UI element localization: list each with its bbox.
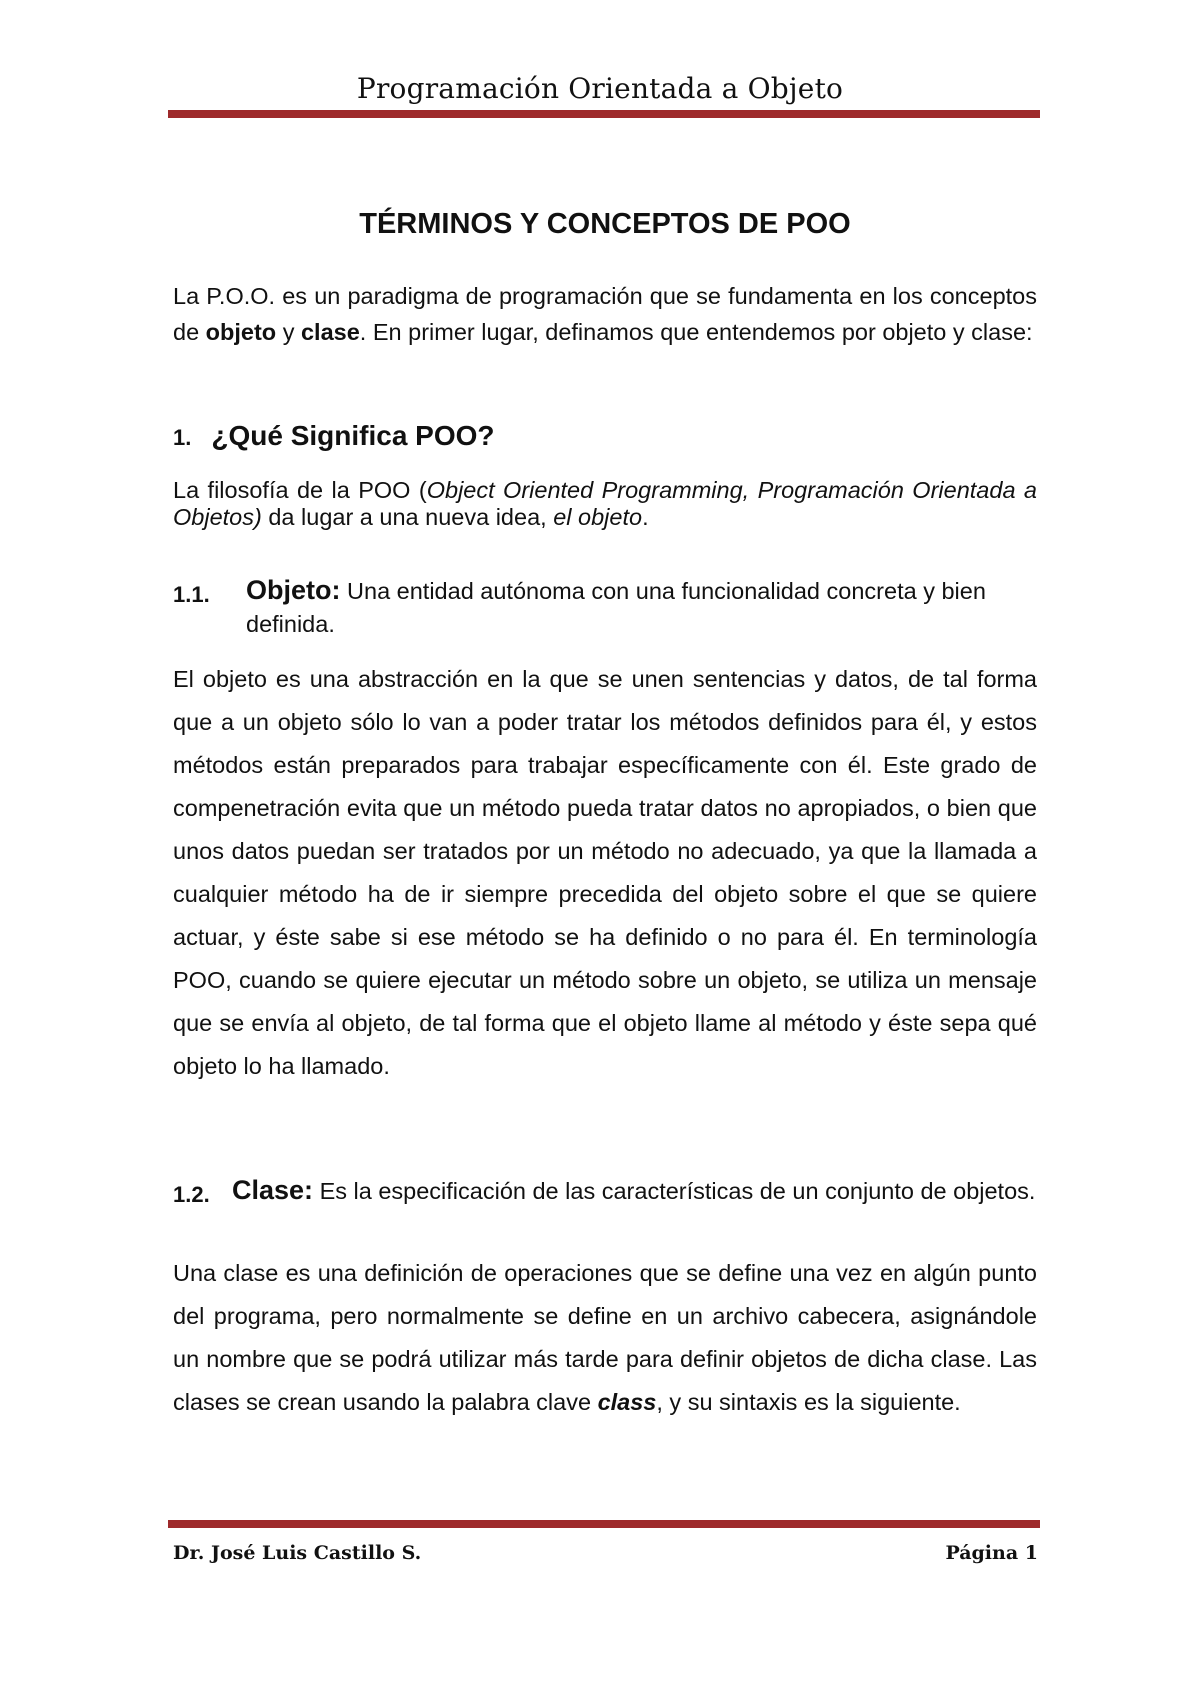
philosophy-text-2: da lugar a una nueva idea, xyxy=(261,504,554,530)
footer-author: Dr. José Luis Castillo S. xyxy=(173,1542,422,1564)
subsection-clase-body xyxy=(232,1174,1037,1208)
section-1-title: ¿Qué Significa POO? xyxy=(211,420,495,451)
philosophy-paragraph xyxy=(173,477,1037,531)
intro-paragraph xyxy=(173,278,1037,350)
subsection-objeto-body xyxy=(246,574,1037,641)
running-header: Programación Orientada a Objeto xyxy=(356,72,844,105)
subsection-clase xyxy=(173,1174,1037,1208)
subsection-clase-term: Clase: xyxy=(232,1175,314,1205)
subsection-clase-number: 1.2. xyxy=(173,1182,210,1207)
intro-term-clase: clase xyxy=(300,319,360,345)
objeto-paragraph: El objeto es una abstracción en la que se unen sentencias y datos, de tal forma que a un objeto sólo lo van a poder tratar los métodos definidos para él, y estos métodos están preparados para trabajar específicamente con él. Este grado de compenetración evita que un método pueda tratar datos no apropiados, o bien que unos datos puedan ser tratados por un método no adecuado, ya que la llamada a cualquier método ha de ir siempre precedida del objeto sobre el que se quiere actuar, y éste sabe si ese método se ha definido o no para él. En terminología POO, cuando se quiere ejecutar un método sobre un objeto, se utiliza un mensaje que se envía al objeto, de tal forma que el objeto llame al método y éste sepa qué objeto lo ha llamado. xyxy=(173,666,1037,1079)
clase-text-1: Una clase es una definición de operaciones que se define una vez en algún punto del programa, pero normalmente se define en un archivo cabecera, asignándole un nombre que se podrá utilizar más tarde para definir objetos de dicha clase. Las clases se crean usando la palabra clave xyxy=(173,1260,1037,1415)
footer-page-number: Página 1 xyxy=(945,1542,1038,1564)
philosophy-text-3: . xyxy=(642,504,649,530)
subsection-objeto-term: Objeto: xyxy=(246,575,341,605)
subsection-objeto xyxy=(173,574,1037,641)
page-title: TÉRMINOS Y CONCEPTOS DE POO xyxy=(359,208,851,240)
intro-text-3: . En primer lugar, definamos que entendemos por objeto y clase: xyxy=(359,319,1033,345)
subsection-objeto-definition: Una entidad autónoma con una funcionalidad concreta y bien definida. xyxy=(246,578,986,637)
header-rule xyxy=(168,110,1040,118)
intro-term-objeto: objeto xyxy=(205,319,277,345)
footer-rule xyxy=(168,1520,1040,1528)
subsection-clase-definition: Es la especificación de las características de un conjunto de objetos. xyxy=(313,1178,1036,1204)
philosophy-italic-2: el objeto xyxy=(553,504,643,530)
intro-text-2: y xyxy=(276,319,301,345)
philosophy-italic-1: Object Oriented Programming, Programación Orientada a Objetos) xyxy=(173,477,1037,530)
clase-text-2: , y su sintaxis es la siguiente. xyxy=(656,1389,961,1415)
intro-text-1: La P.O.O. es un paradigma de programación que se fundamenta en los conceptos de xyxy=(173,283,1037,345)
clase-paragraph xyxy=(173,1252,1037,1424)
section-1-heading xyxy=(173,420,495,452)
subsection-objeto-number: 1.1. xyxy=(173,582,210,607)
clase-keyword: class xyxy=(597,1389,657,1415)
section-1-number: 1. xyxy=(173,425,192,450)
philosophy-text-1: La filosofía de la POO ( xyxy=(173,477,427,503)
